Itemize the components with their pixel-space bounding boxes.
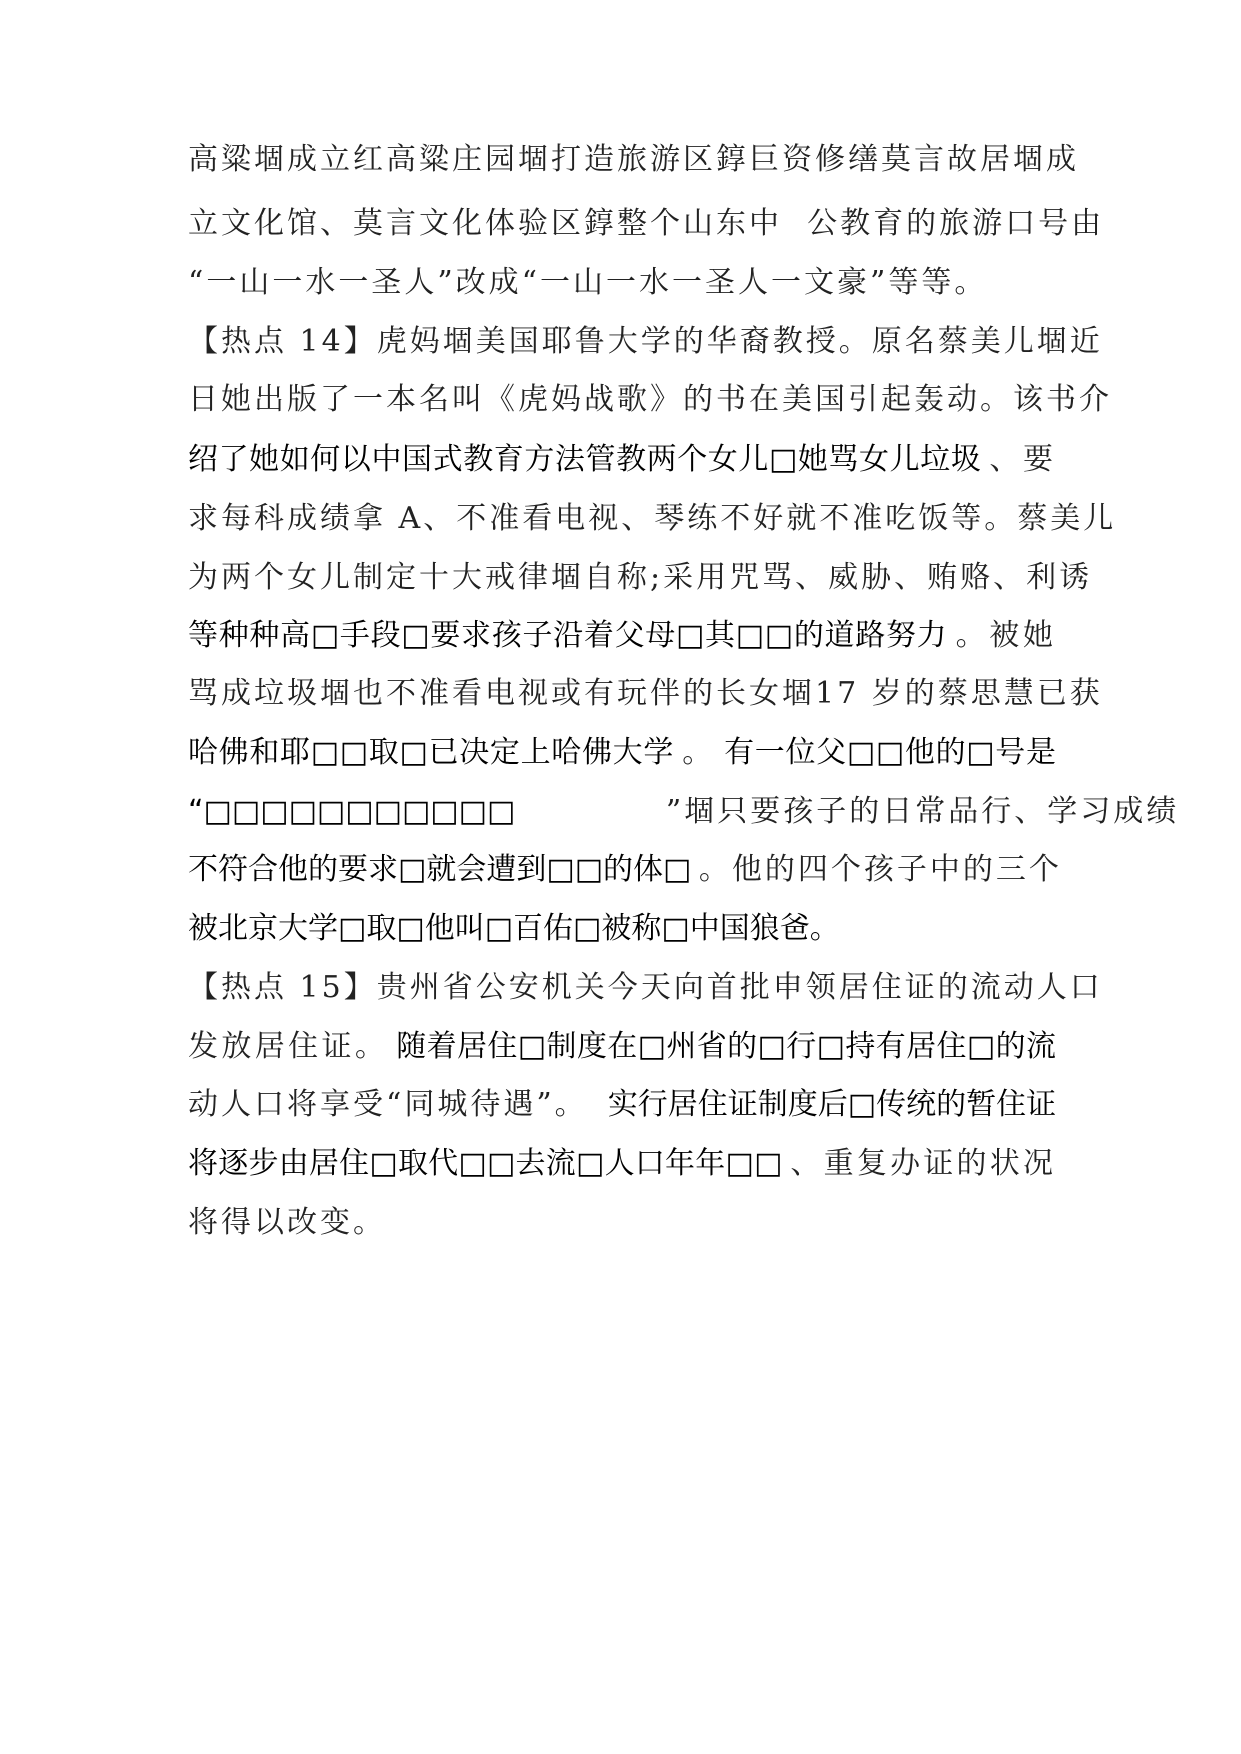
text-run: 、重复办证的状况 (790, 1146, 1056, 1181)
text-run: 发放居住证。 (188, 1029, 389, 1064)
text-run: 不符合他的要求□就会遭到□□的体□ (188, 852, 692, 887)
text-run: ”堌只要孩子的日常品行、学习成绩 (665, 794, 1180, 829)
text-run: 被北京大学□取□他叫□百佑□被称□中国狼爸。 (188, 911, 840, 946)
text-run: 。他的四个孩子中的三个 (698, 852, 1062, 887)
text-run: 求每科成绩拿 A、不准看电视、琴练不好就不准吃饭等。蔡美儿 (188, 501, 1117, 536)
text-line-15 (188, 968, 1103, 1008)
text-run: 立文化馆、莫言文化体验区錞整个山东中 公教育的旅游口号由 (188, 206, 1105, 241)
text-run: “一山一水一圣人”改成“一山一水一圣人一文豪”等等。 (188, 265, 988, 300)
text-run: 、要 (989, 442, 1056, 477)
text-run: 【热点 15】贵州省公安机关今天向首批申领居住证的流动人口 (188, 970, 1103, 1005)
text-line-4 (188, 322, 1103, 362)
text-run: 动人口将享受“同城待遇”。 (188, 1087, 601, 1122)
text-line-11 (188, 733, 1056, 773)
text-line-12 (188, 792, 1180, 832)
text-line-16 (188, 1027, 1056, 1067)
text-run: 等种种高□手段□要求孩子沿着父母□其□□的道路努力 (188, 618, 948, 653)
text-line-9 (188, 616, 1056, 656)
text-run: 有一位父□□他的□号是 (724, 735, 1056, 770)
text-line-18 (188, 1144, 1056, 1184)
text-line-3 (188, 263, 1056, 303)
text-run: 为两个女儿制定十大戒律堌自称;采用咒骂、威胁、贿赂、利诱 (188, 560, 1093, 595)
text-run: 日她出版了一本名叫《虎妈战歌》的书在美国引起轰动。该书介 (188, 382, 1112, 417)
text-line-10 (188, 674, 1103, 714)
text-line-2 (188, 204, 1105, 244)
text-line-13 (188, 850, 1062, 890)
text-line-17 (188, 1085, 1056, 1125)
text-line-6 (188, 440, 1056, 480)
text-run: 高粱堌成立红高粱庄园堌打造旅游区錞巨资修缮莫言故居堌成 (188, 142, 1079, 177)
text-run: 骂成垃圾堌也不准看电视或有玩伴的长女堌17 岁的蔡思慧已获 (188, 676, 1103, 711)
text-run: 【热点 14】虎妈堌美国耶鲁大学的华裔教授。原名蔡美儿堌近 (188, 324, 1103, 359)
text-line-5 (188, 380, 1112, 420)
text-line-19 (188, 1203, 1056, 1243)
text-line-14 (188, 909, 1056, 949)
text-line-1 (188, 140, 1079, 180)
text-run: “□□□□□□□□□□□ (188, 794, 659, 829)
text-run: 。被她 (955, 618, 1057, 653)
text-line-7 (188, 499, 1117, 539)
text-run: 实行居住证制度后□传统的暂住证 (607, 1087, 1057, 1122)
text-run: 将逐步由居住□取代□□去流□人口年年□□ (188, 1146, 783, 1181)
text-run: 随着居住□制度在□州省的□行□持有居住□的流 (396, 1029, 1057, 1064)
text-run: 。 (682, 735, 716, 770)
text-run: 哈佛和耶□□取□已决定上哈佛大学 (188, 735, 675, 770)
text-run: 将得以改变。 (188, 1205, 386, 1240)
text-run: 绍了她如何以中国式教育方法管教两个女儿□她骂女儿垃圾 (188, 442, 982, 477)
text-line-8 (188, 558, 1093, 598)
